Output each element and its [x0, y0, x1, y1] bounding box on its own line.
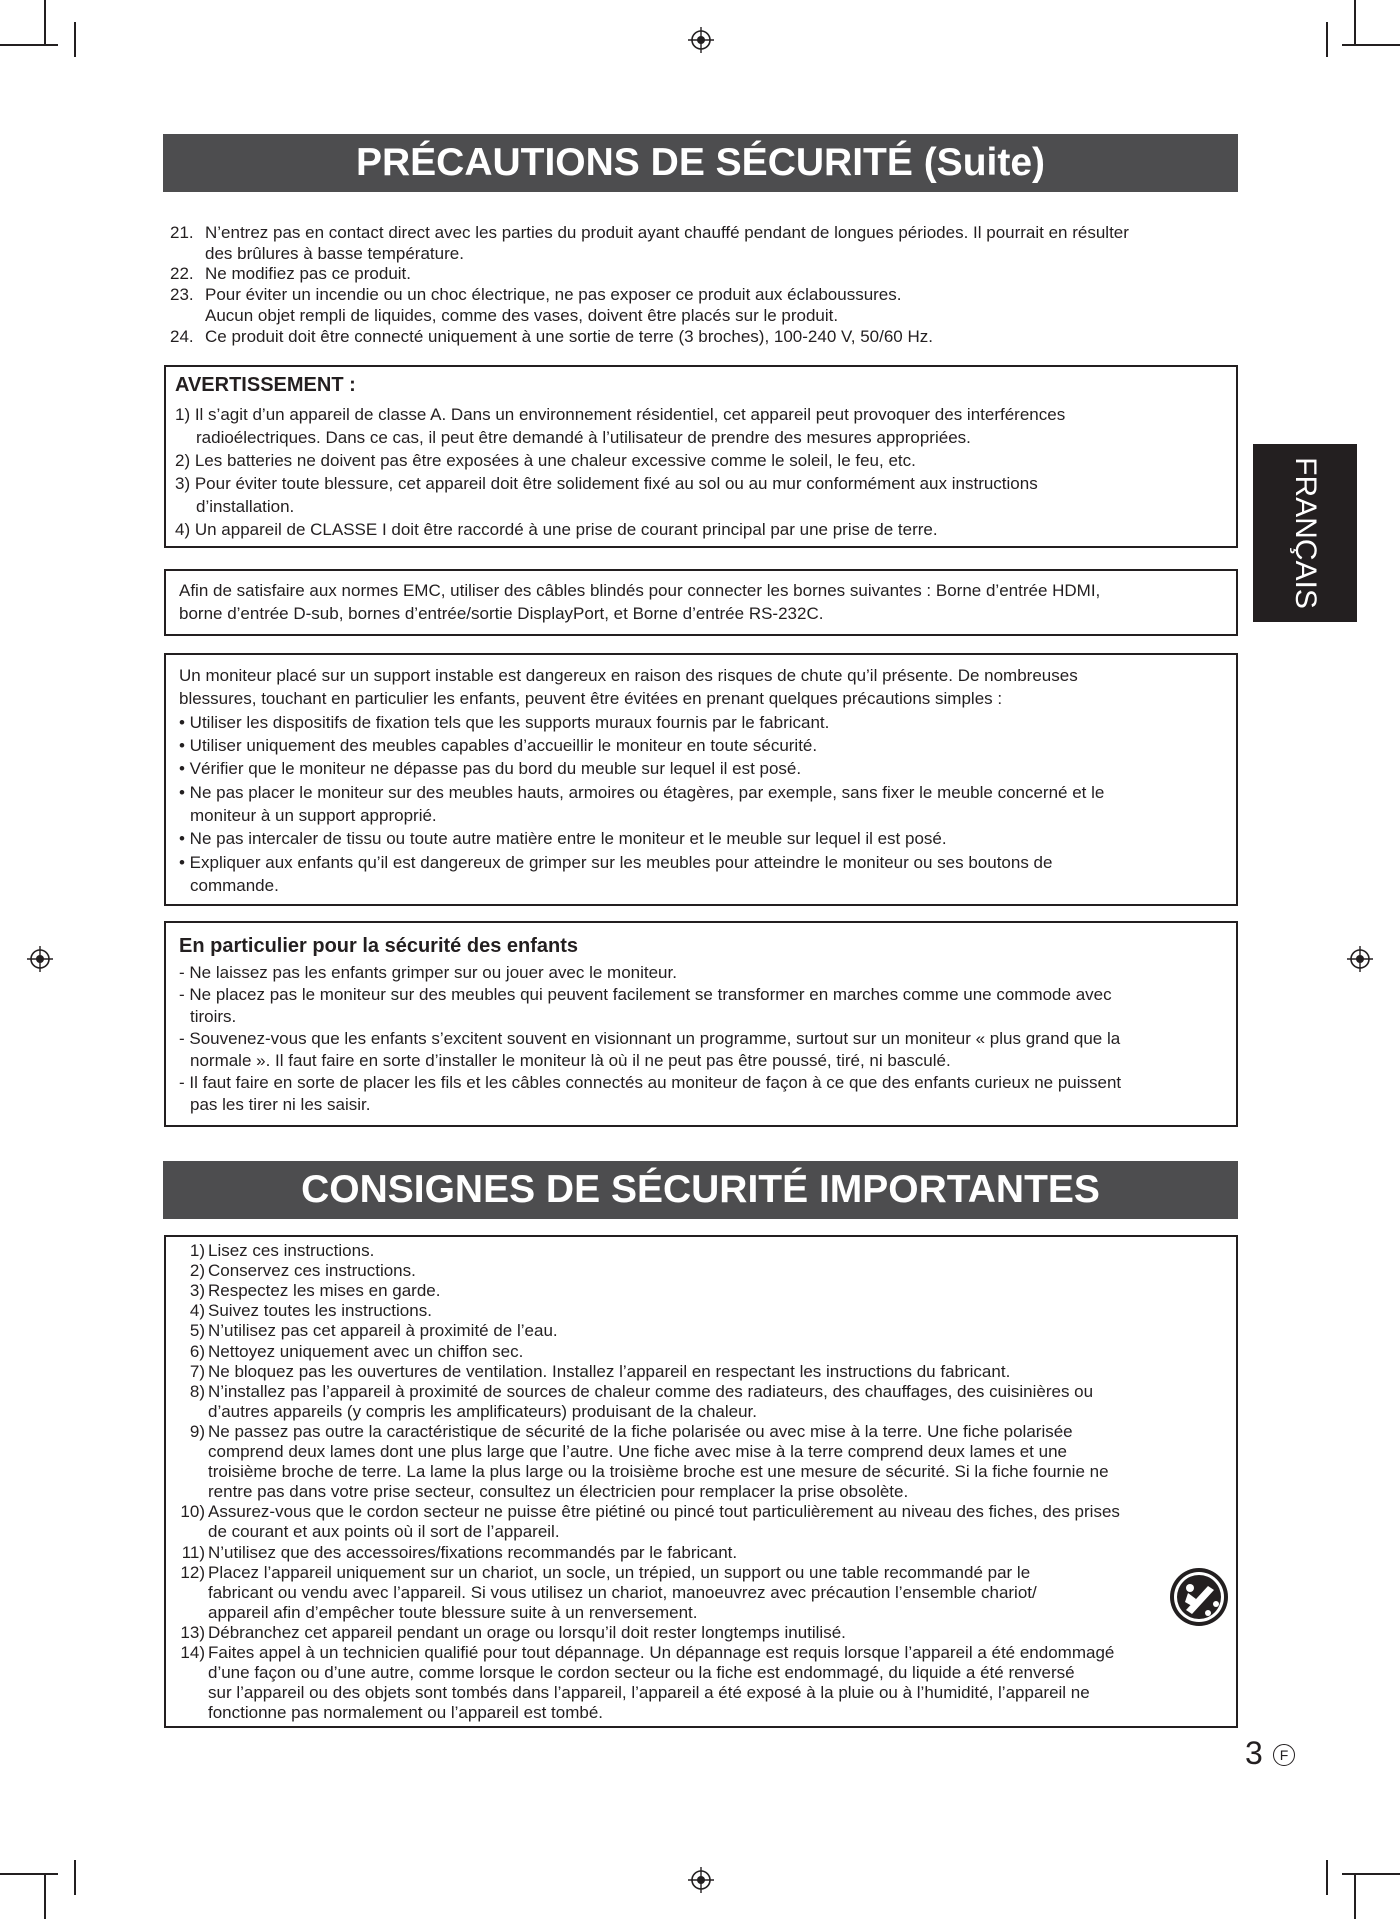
consigne-text: Nettoyez uniquement avec un chiffon sec.: [208, 1341, 524, 1361]
consigne-number: 7): [189, 1361, 205, 1381]
registration-mark-icon: [27, 946, 53, 972]
consigne-text: troisième broche de terre. La lame la plus large ou la troisième broche est une mesure de sécurité. Si la fiche fournie ne: [208, 1462, 1109, 1482]
emc-box: [164, 569, 1238, 636]
consigne-text: d’une façon ou d’une autre, comme lorsque le cordon secteur ou la fiche est endommagé, du liquide a été renversé: [208, 1663, 1075, 1683]
consigne-number: 8): [189, 1381, 205, 1401]
consigne-number: 5): [189, 1321, 205, 1341]
consigne-text: Faites appel à un technicien qualifié pour tout dépannage. Un dépannage est requis lorsque l’appareil a été endommagé: [208, 1643, 1115, 1662]
consigne-text: Suivez toutes les instructions.: [208, 1301, 432, 1321]
children-line: - Ne placez pas le moniteur sur des meubles qui peuvent facilement se transformer en marches comme une commode avec: [179, 985, 1112, 1004]
consigne-text: Respectez les mises en garde.: [208, 1281, 441, 1301]
stability-line: • Utiliser les dispositifs de fixation tels que les supports muraux fournis par le fabricant.: [179, 713, 830, 732]
warning-line: d’installation.: [196, 497, 295, 516]
consigne-text: N’utilisez pas cet appareil à proximité de l’eau.: [208, 1321, 558, 1341]
consigne-number: 10): [180, 1502, 205, 1522]
children-title: En particulier pour la sécurité des enfants: [179, 935, 579, 957]
consigne-text: rentre pas dans votre prise secteur, consultez un électricien pour remplacer la prise obsolète.: [208, 1482, 909, 1502]
consigne-text: Ne bloquez pas les ouvertures de ventilation. Installez l’appareil en respectant les instructions du fabricant.: [208, 1361, 1011, 1381]
consigne-text: d’autres appareils (y compris les amplificateurs) produisant de la chaleur.: [208, 1401, 757, 1421]
consigne-text: N’installez pas l’appareil à proximité de sources de chaleur comme des radiateurs, des chauffages, des cuisinières ou: [208, 1381, 1094, 1401]
registration-mark-icon: [688, 1867, 714, 1893]
consigne-number: 12): [180, 1562, 205, 1582]
consignes-banner: [163, 1161, 1238, 1219]
children-line: pas les tirer ni les saisir.: [190, 1095, 371, 1114]
consigne-text: Placez l’appareil uniquement sur un chariot, un socle, un trépied, un support ou une table recommandé par le: [208, 1562, 1031, 1582]
consigne-number: 9): [189, 1421, 205, 1441]
consigne-number: 2): [189, 1261, 205, 1281]
warning-line: radioélectriques. Dans ce cas, il peut être demandé à l’utilisateur de prendre des mesures appropriées.: [196, 428, 971, 447]
consigne-text: appareil afin d’empêcher toute blessure suite à un renversement.: [208, 1602, 698, 1622]
consigne-text: de courant et aux points où il sort de l’appareil.: [208, 1522, 560, 1542]
consigne-number: 13): [180, 1622, 205, 1642]
list-item: 24. Ce produit doit être connecté uniquement à une sortie de terre (3 broches), 100-240 V, 50/60 Hz.: [170, 327, 933, 346]
children-line: tiroirs.: [190, 1007, 237, 1026]
stability-line: • Ne pas intercaler de tissu ou toute autre matière entre le moniteur et le meuble sur lequel il est posé.: [179, 829, 947, 848]
consigne-number: 1): [189, 1241, 205, 1260]
warning-line: 2) Les batteries ne doivent pas être exposées à une chaleur excessive comme le soleil, le feu, etc.: [175, 451, 916, 470]
consigne-text: Lisez ces instructions.: [208, 1241, 375, 1260]
warning-line: 1) Il s’agit d’un appareil de classe A. Dans un environnement résidentiel, cet appareil peut provoquer des interférences: [175, 405, 1066, 424]
consigne-text: fonctionne pas normalement ou l’appareil est tombé.: [208, 1703, 604, 1723]
language-tab-label: FRANÇAIS: [1289, 457, 1322, 609]
warning-box: [164, 365, 1238, 548]
stability-box: [164, 653, 1238, 906]
consigne-text: Assurez-vous que le cordon secteur ne puisse être piétiné ou pincé tout particulièrement au niveau des fiches, des prises: [208, 1502, 1120, 1522]
stability-line: Un moniteur placé sur un support instable est dangereux en raison des risques de chute qu’il présente. De nombreuses: [179, 666, 1078, 685]
consigne-text: sur l’appareil ou des objets sont tombés dans l’appareil, l’appareil a été exposé à la pluie ou à l’humidité, l’appareil ne: [208, 1683, 1090, 1703]
stability-line: moniteur à un support approprié.: [190, 806, 437, 825]
page-number: 3: [1245, 1735, 1263, 1771]
consigne-text: N’utilisez que des accessoires/fixations recommandés par le fabricant.: [208, 1542, 738, 1562]
stability-line: • Vérifier que le moniteur ne dépasse pas du bord du meuble sur lequel il est posé.: [179, 759, 802, 778]
emc-line: borne d’entrée D-sub, bornes d’entrée/sortie DisplayPort, et Borne d’entrée RS-232C.: [179, 604, 824, 623]
consigne-number: 6): [189, 1341, 205, 1361]
consignes-title: CONSIGNES DE SÉCURITÉ IMPORTANTES: [301, 1168, 1100, 1211]
list-item-continuation: Aucun objet rempli de liquides, comme des vases, doivent être placés sur le produit.: [205, 306, 839, 325]
warning-line: 4) Un appareil de CLASSE I doit être raccordé à une prise de courant principal par une prise de terre.: [175, 520, 938, 539]
consigne-text: fabricant ou vendu avec l’appareil. Si vous utilisez un chariot, manoeuvrez avec précaution l’ensemble chariot/: [208, 1582, 1037, 1602]
warning-line: 3) Pour éviter toute blessure, cet appareil doit être solidement fixé au sol ou au mur conformément aux instructions: [175, 474, 1038, 493]
consigne-text: Conservez ces instructions.: [208, 1261, 416, 1281]
consigne-text: comprend deux lames dont une plus large que l’autre. Une fiche avec mise à la terre comprend deux lames et une: [208, 1442, 1067, 1461]
registration-mark-icon: [1347, 946, 1373, 972]
consignes-box: [164, 1235, 1238, 1728]
warning-title: AVERTISSEMENT :: [175, 374, 356, 396]
stability-line: • Expliquer aux enfants qu’il est dangereux de grimper sur les meubles pour atteindre le moniteur ou ses boutons de: [179, 853, 1053, 872]
list-item-continuation: des brûlures à basse température.: [205, 244, 464, 263]
children-line: - Souvenez-vous que les enfants s’excitent souvent en visionnant un programme, surtout sur un moniteur « plus grand que la: [179, 1029, 1121, 1048]
children-line: normale ». Il faut faire en sorte d’installer le moniteur là où il ne peut pas être poussé, tiré, ni basculé.: [190, 1051, 951, 1070]
language-mark-icon: F: [1273, 1744, 1295, 1766]
stability-line: • Utiliser uniquement des meubles capables d’accueillir le moniteur en toute sécurité.: [179, 736, 818, 755]
list-item: 22. Ne modifiez pas ce produit.: [170, 264, 411, 283]
children-line: - Il faut faire en sorte de placer les fils et les câbles connectés au moniteur de façon à ce que des enfants curieux ne puissent: [179, 1073, 1122, 1092]
children-line: - Ne laissez pas les enfants grimper sur ou jouer avec le moniteur.: [179, 963, 677, 982]
consigne-number: 11): [181, 1542, 205, 1562]
stability-line: blessures, touchant en particulier les enfants, peuvent être évitées en prenant quelques précautions simples :: [179, 689, 1003, 708]
language-tab: [1253, 444, 1357, 622]
consigne-number: 3): [189, 1281, 205, 1301]
precautions-title: PRÉCAUTIONS DE SÉCURITÉ (Suite): [355, 141, 1046, 184]
list-item: 21. N’entrez pas en contact direct avec les parties du produit ayant chauffé pendant de longues périodes. Il pourrait en résulter: [170, 223, 1129, 242]
consigne-number: 4): [189, 1301, 205, 1321]
emc-line: Afin de satisfaire aux normes EMC, utiliser des câbles blindés pour connecter les bornes suivantes : Borne d’entrée HDMI,: [179, 581, 1101, 600]
cart-tip-over-warning-icon: [1168, 1566, 1230, 1628]
list-item: 23. Pour éviter un incendie ou un choc électrique, ne pas exposer ce produit aux éclaboussures.: [170, 285, 902, 304]
stability-line: • Ne pas placer le moniteur sur des meubles hauts, armoires ou étagères, par exemple, sans fixer le meuble concerné et le: [179, 783, 1105, 802]
consigne-text: Débranchez cet appareil pendant un orage ou lorsqu’il doit rester longtemps inutilisé.: [208, 1622, 846, 1642]
children-safety-box: [164, 921, 1238, 1127]
precautions-banner: [163, 134, 1238, 192]
consigne-number: 14): [180, 1643, 205, 1662]
consigne-text: Ne passez pas outre la caractéristique de sécurité de la fiche polarisée ou avec mise à la terre. Une fiche polarisée: [208, 1421, 1073, 1441]
stability-line: commande.: [190, 876, 279, 895]
registration-mark-icon: [688, 27, 714, 53]
